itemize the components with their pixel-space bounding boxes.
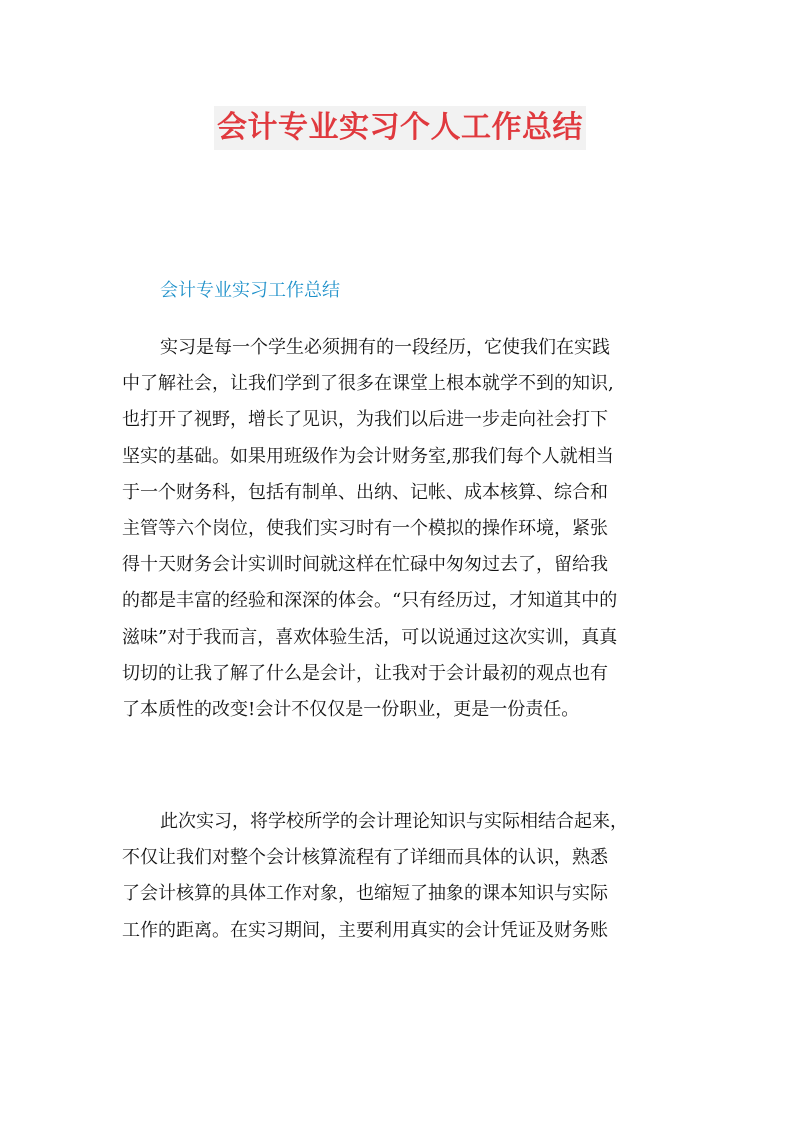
paragraph-line: 实习是每一个学生必须拥有的一段经历，它使我们在实践: [160, 337, 610, 358]
paragraph-line: 主管等六个岗位，使我们实习时有一个模拟的操作环境，紧张: [122, 517, 608, 539]
paragraph-line: 此次实习，将学校所学的会计理论知识与实际相结合起来，: [160, 811, 628, 832]
paragraph-line: 了会计核算的具体工作对象，也缩短了抽象的课本知识与实际: [122, 883, 608, 905]
paragraph-line: 滋味”对于我而言，喜欢体验生活，可以说通过这次实训，真真: [122, 626, 618, 648]
paragraph-line: 了本质性的改变!会计不仅仅是一份职业，更是一份责任。: [122, 698, 580, 720]
document-title: 会计专业实习个人工作总结: [214, 106, 586, 150]
paragraph-line: 于一个财务科，包括有制单、出纳、记帐、成本核算、综合和: [122, 481, 608, 503]
paragraph-2: [122, 804, 682, 949]
paragraph-line: 坚实的基础。如果用班级作为会计财务室,那我们每个人就相当: [122, 445, 614, 467]
paragraph-1: [122, 330, 682, 728]
paragraph-line: 中了解社会，让我们学到了很多在课堂上根本就学不到的知识,: [122, 373, 614, 395]
paragraph-line: 不仅让我们对整个会计核算流程有了详细而具体的认识，熟悉: [122, 847, 608, 869]
title-wrapper: [0, 106, 800, 150]
paragraph-line: 工作的距离。在实习期间，主要利用真实的会计凭证及财务账: [122, 919, 608, 941]
paragraph-line: 的都是丰富的经验和深深的体会。“只有经历过，才知道其中的: [122, 590, 618, 612]
paragraph-line: 切切的让我了解了什么是会计，让我对于会计最初的观点也有: [122, 662, 608, 684]
paragraph-line: 得十天财务会计实训时间就这样在忙碌中匆匆过去了，留给我: [122, 554, 608, 576]
paragraph-line: 也打开了视野，增长了见识，为我们以后进一步走向社会打下: [122, 409, 608, 431]
section-heading: 会计专业实习工作总结: [160, 280, 340, 301]
